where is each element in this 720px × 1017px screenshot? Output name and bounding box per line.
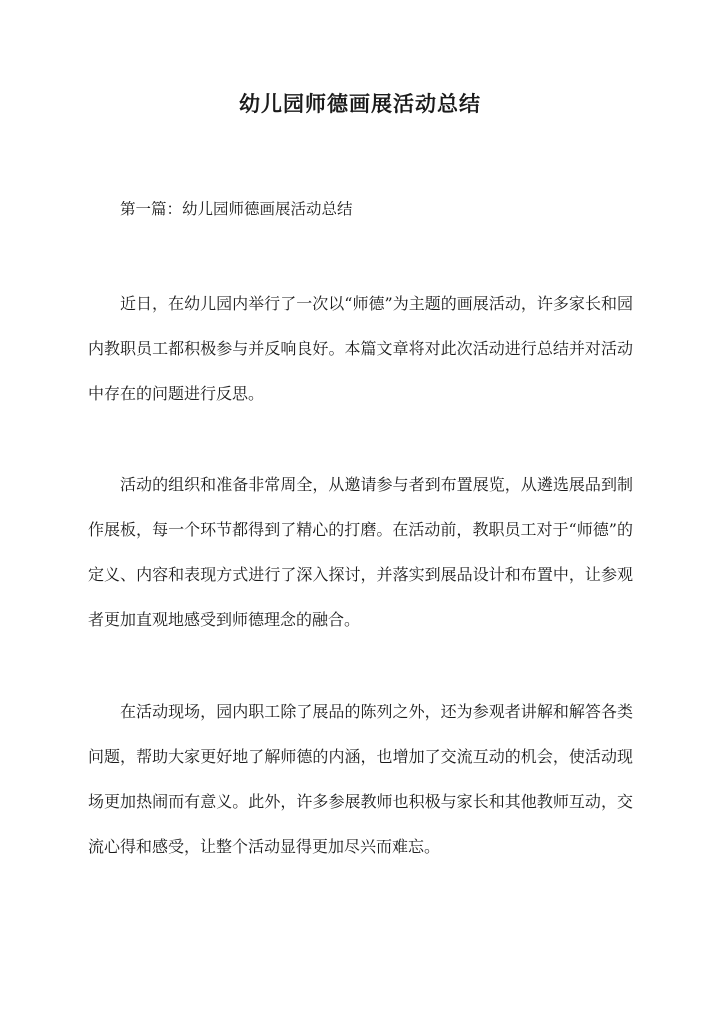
paragraph-2: 活动的组织和准备非常周全，从邀请参与者到布置展览，从遴选展品到制作展板，每一个环节都得到了精心的打磨。在活动前，教职员工对于“师德”的定义、内容和表现方式进行了深入探讨，并落实到展品设计和布置中，让参观者更加直观地感受到师德理念的融合。 — [88, 475, 633, 629]
paragraph-1: 近日，在幼儿园内举行了一次以“师德”为主题的画展活动，许多家长和园内教职员工都积极参与并反响良好。本篇文章将对此次活动进行总结并对活动中存在的问题进行反思。 — [88, 294, 633, 403]
paragraph-3: 在活动现场，园内职工除了展品的陈列之外，还为参观者讲解和解答各类问题，帮助大家更好地了解师德的内涵，也增加了交流互动的机会，使活动现场更加热闹而有意义。此外，许多参展教师也积极与家长和其他教师互动，交流心得和感受，让整个活动显得更加尽兴而难忘。 — [88, 702, 633, 856]
section-subtitle: 第一篇：幼儿园师德画展活动总结 — [120, 200, 353, 218]
document-title: 幼儿园师德画展活动总结 — [239, 91, 481, 116]
